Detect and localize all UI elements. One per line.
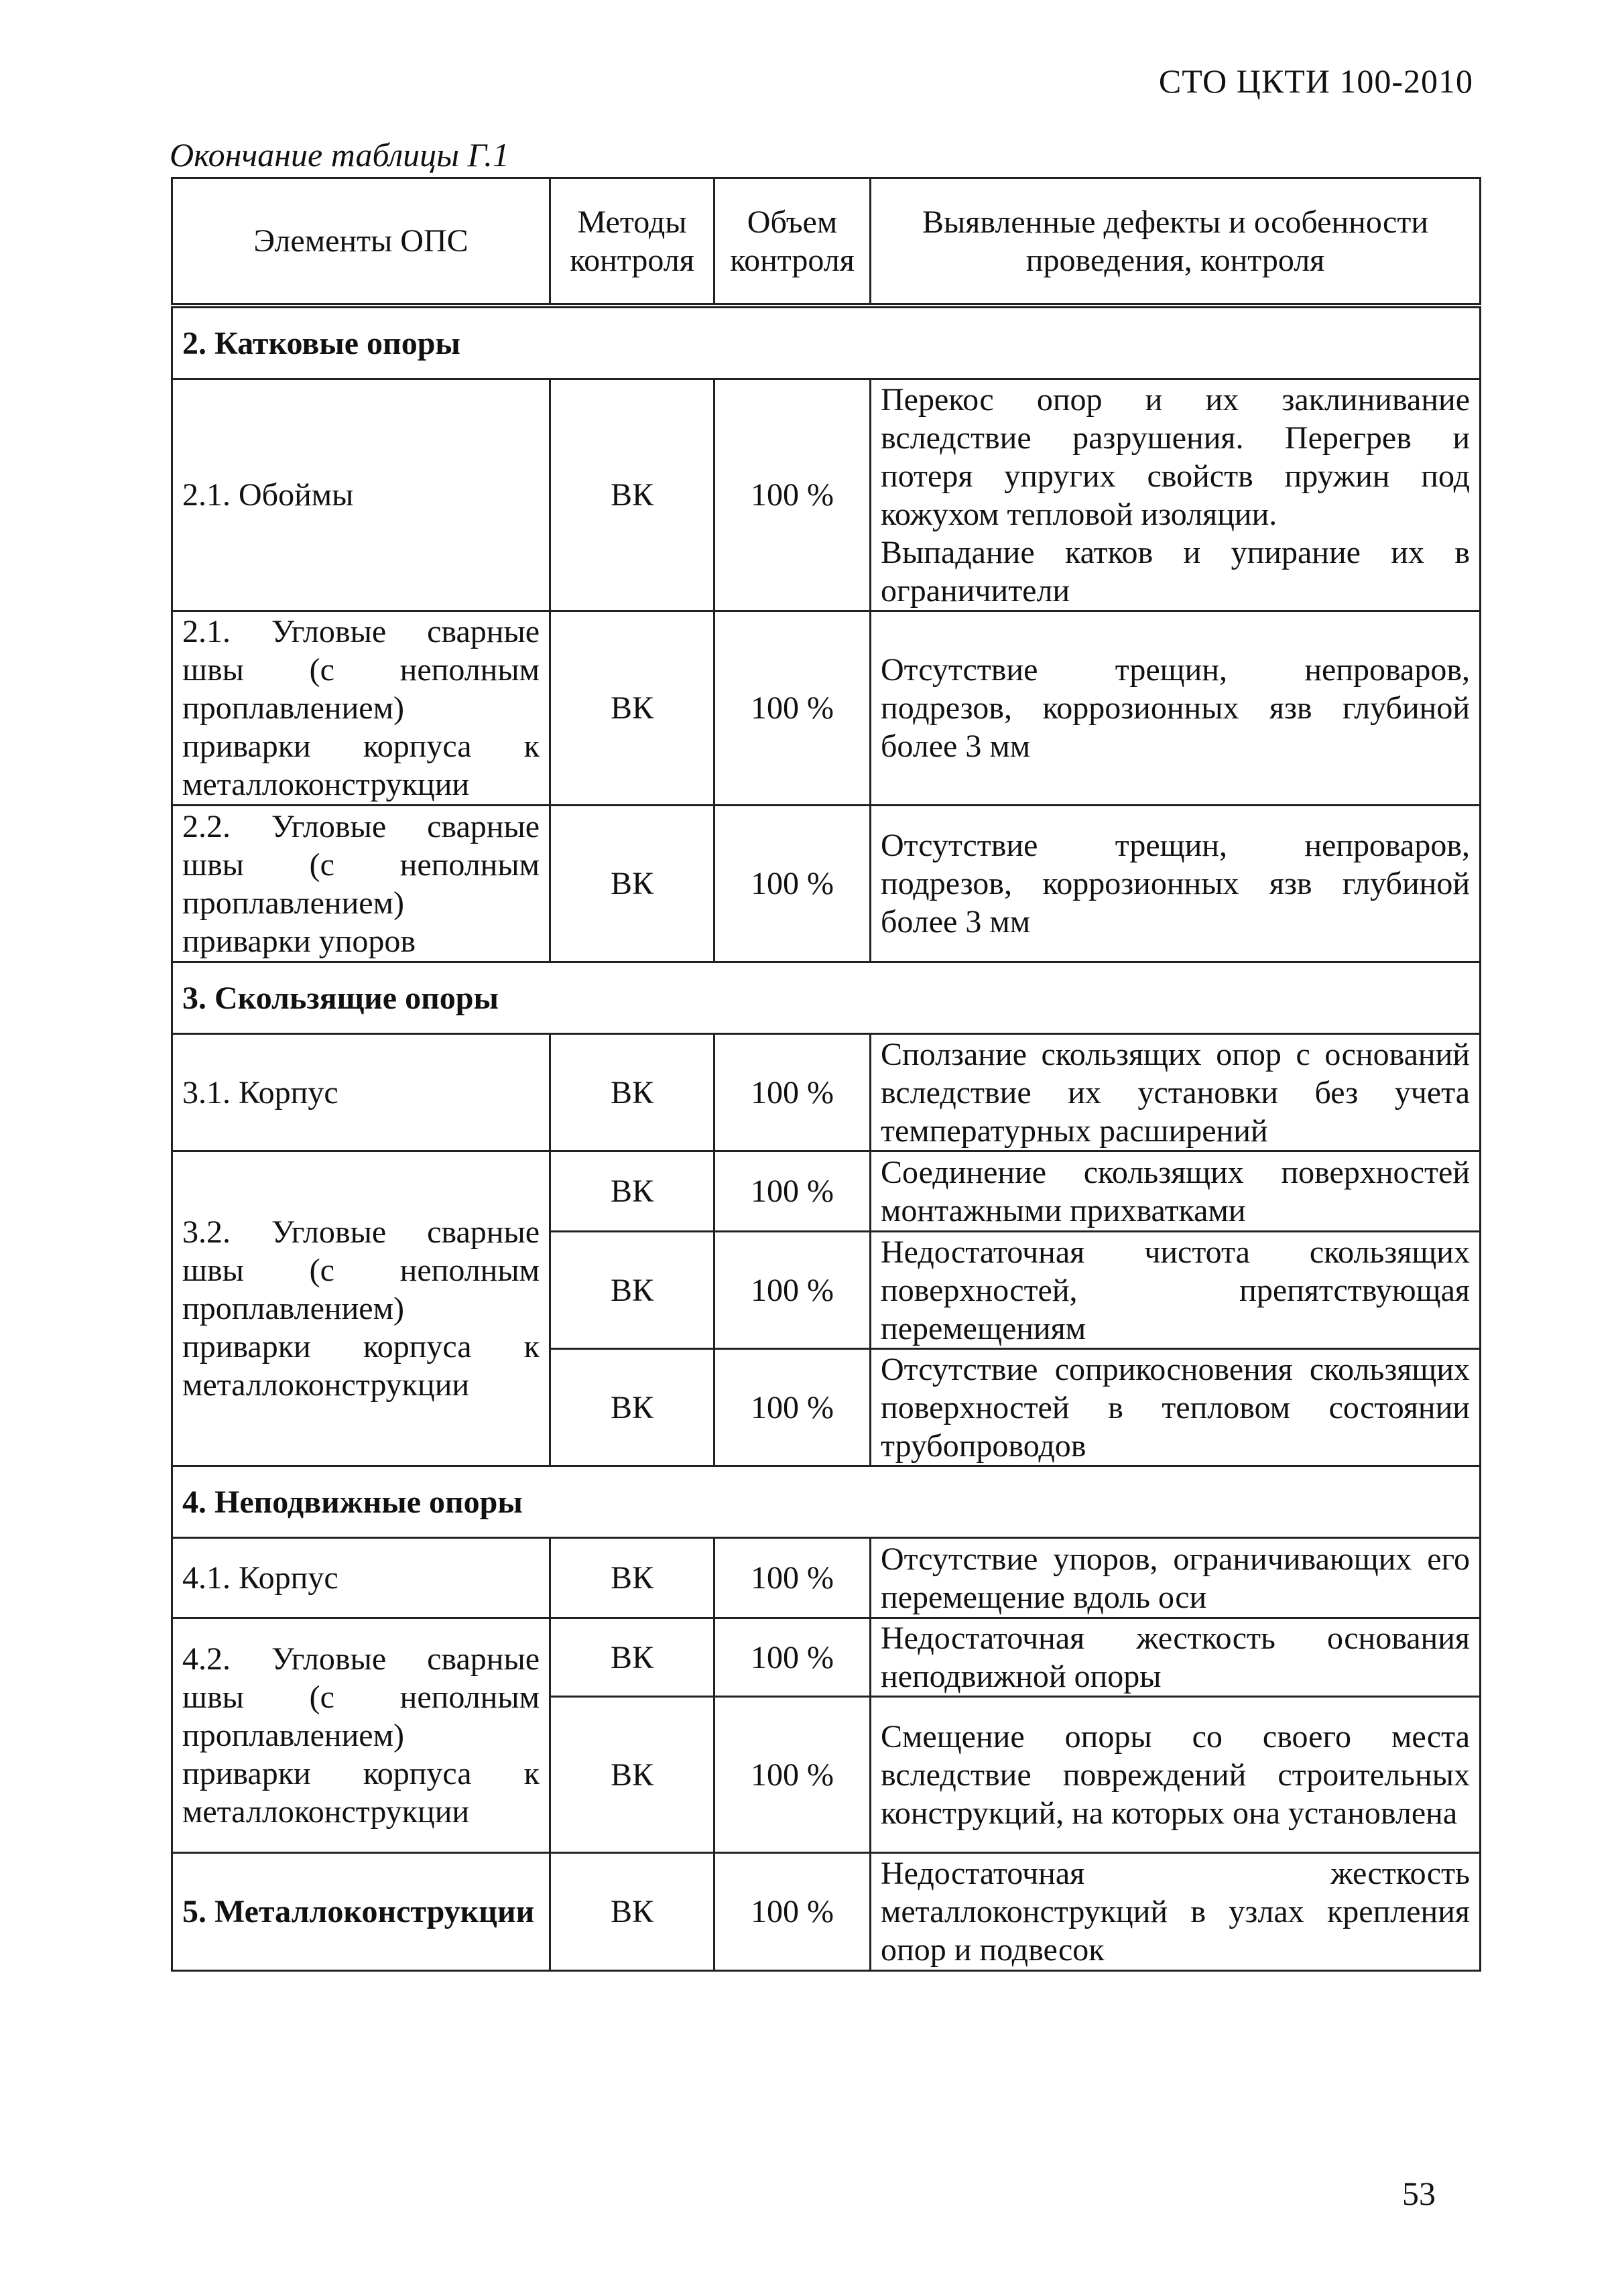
table-caption: Окончание таблицы Г.1 bbox=[170, 136, 509, 174]
volume-cell: 100 % bbox=[714, 1538, 871, 1618]
defects-cell: Сползание скользящих опор с оснований вследствие их установки без учета температурных расширений bbox=[871, 1034, 1481, 1151]
volume-cell: 100 % bbox=[714, 1151, 871, 1232]
element-cell: 3.2. Угловые сварные швы (с неполным проплавлением) приварки корпуса к металлоконструкции bbox=[172, 1151, 550, 1466]
defects-cell: Недостаточная жесткость металлоконструкций в узлах крепления опор и подвесок bbox=[871, 1853, 1481, 1971]
column-header-volume: Объем контроля bbox=[714, 178, 871, 306]
table-row bbox=[172, 1538, 1481, 1618]
volume-cell: 100 % bbox=[714, 1697, 871, 1853]
table-row bbox=[172, 379, 1481, 611]
section-title: 3. Скользящие опоры bbox=[172, 962, 1481, 1034]
volume-cell: 100 % bbox=[714, 1034, 871, 1151]
table-row bbox=[172, 1151, 1481, 1232]
defects-cell: Недостаточная чистота скользящих поверхностей, препятствующая перемещениям bbox=[871, 1232, 1481, 1349]
method-cell: ВК bbox=[550, 1538, 714, 1618]
method-cell: ВК bbox=[550, 1034, 714, 1151]
column-header-elements: Элементы ОПС bbox=[172, 178, 550, 306]
method-cell: ВК bbox=[550, 379, 714, 611]
volume-cell: 100 % bbox=[714, 1618, 871, 1697]
method-cell: ВК bbox=[550, 1151, 714, 1232]
volume-cell: 100 % bbox=[714, 611, 871, 806]
method-cell: ВК bbox=[550, 611, 714, 806]
section-title: 4. Неподвижные опоры bbox=[172, 1466, 1481, 1538]
table-row bbox=[172, 1034, 1481, 1151]
defects-cell: Отсутствие упоров, ограничивающих его перемещение вдоль оси bbox=[871, 1538, 1481, 1618]
volume-cell: 100 % bbox=[714, 379, 871, 611]
method-cell: ВК bbox=[550, 806, 714, 962]
method-cell: ВК bbox=[550, 1618, 714, 1697]
defects-text: Выпадание катков и упирание их в ограничители bbox=[881, 534, 1470, 609]
method-cell: ВК bbox=[550, 1232, 714, 1349]
section-row bbox=[172, 962, 1481, 1034]
table-row bbox=[172, 1853, 1481, 1971]
volume-cell: 100 % bbox=[714, 806, 871, 962]
volume-cell: 100 % bbox=[714, 1349, 871, 1466]
section-title: 2. Катковые опоры bbox=[172, 306, 1481, 379]
element-cell: 5. Металлоконструкции bbox=[172, 1853, 550, 1971]
table-header-row bbox=[172, 178, 1481, 306]
volume-cell: 100 % bbox=[714, 1853, 871, 1971]
element-cell: 4.2. Угловые сварные швы (с неполным проплавлением) приварки корпуса к металлоконструкции bbox=[172, 1618, 550, 1853]
element-cell: 2.1. Обоймы bbox=[172, 379, 550, 611]
defects-cell: Смещение опоры со своего места вследствие повреждений строительных конструкций, на которых она установлена bbox=[871, 1697, 1481, 1853]
element-cell: 2.2. Угловые сварные швы (с неполным проплавлением) приварки упоров bbox=[172, 806, 550, 962]
defects-cell bbox=[871, 379, 1481, 611]
defects-text: Перекос опор и их заклинивание вследствие разрушения. Перегрев и потеря упругих свойств пружин под кожухом тепловой изоляции. bbox=[881, 381, 1470, 532]
method-cell: ВК bbox=[550, 1697, 714, 1853]
column-header-defects: Выявленные дефекты и особенности проведения, контроля bbox=[871, 178, 1481, 306]
defects-cell: Соединение скользящих поверхностей монтажными прихватками bbox=[871, 1151, 1481, 1232]
defects-cell: Отсутствие трещин, непроваров, подрезов, коррозионных язв глубиной более 3 мм bbox=[871, 806, 1481, 962]
table-row bbox=[172, 806, 1481, 962]
table-row bbox=[172, 611, 1481, 806]
section-row bbox=[172, 306, 1481, 379]
defects-table bbox=[171, 177, 1481, 1972]
volume-cell: 100 % bbox=[714, 1232, 871, 1349]
method-cell: ВК bbox=[550, 1349, 714, 1466]
page-number: 53 bbox=[1402, 2175, 1436, 2212]
defects-cell: Отсутствие соприкосновения скользящих поверхностей в тепловом состоянии трубопроводов bbox=[871, 1349, 1481, 1466]
element-cell: 4.1. Корпус bbox=[172, 1538, 550, 1618]
method-cell: ВК bbox=[550, 1853, 714, 1971]
element-cell: 2.1. Угловые сварные швы (с неполным проплавлением) приварки корпуса к металлоконструкции bbox=[172, 611, 550, 806]
document-code: СТО ЦКТИ 100-2010 bbox=[1158, 62, 1473, 100]
defects-cell: Отсутствие трещин, непроваров, подрезов, коррозионных язв глубиной более 3 мм bbox=[871, 611, 1481, 806]
section-row bbox=[172, 1466, 1481, 1538]
element-cell: 3.1. Корпус bbox=[172, 1034, 550, 1151]
column-header-methods: Методы контроля bbox=[550, 178, 714, 306]
defects-cell: Недостаточная жесткость основания неподвижной опоры bbox=[871, 1618, 1481, 1697]
table-row bbox=[172, 1618, 1481, 1697]
